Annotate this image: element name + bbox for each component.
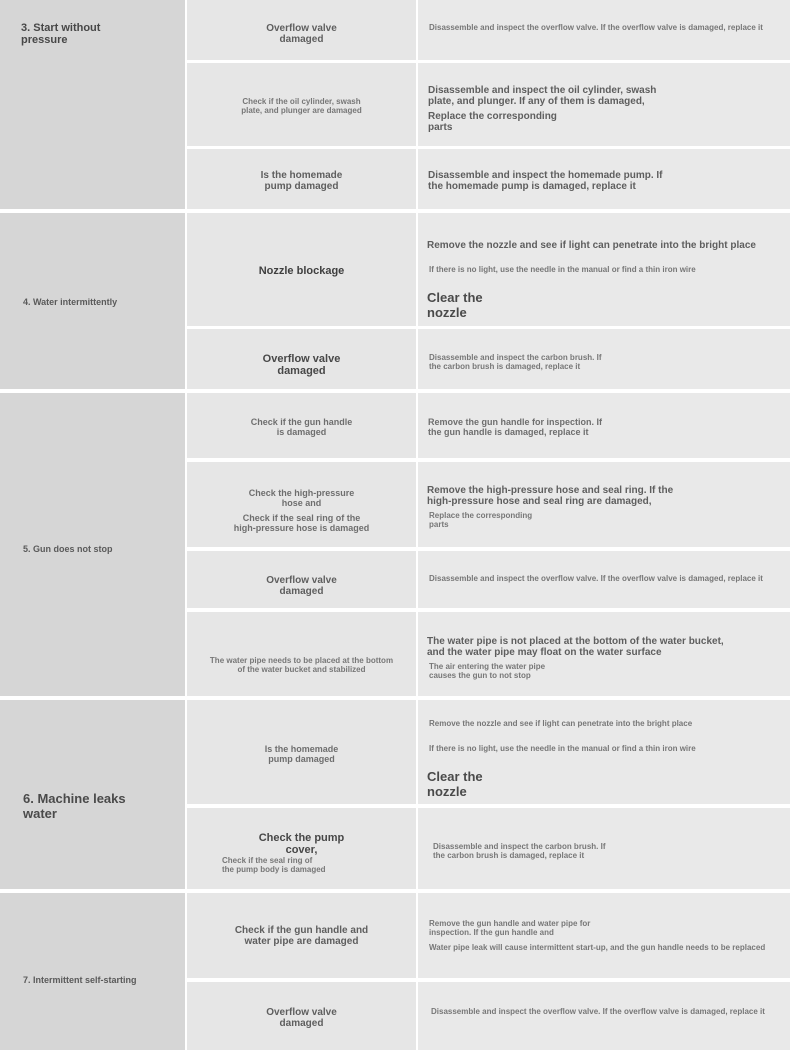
check-cell <box>187 612 416 696</box>
check-label: Check if the seal ring of the pump body is damaged <box>222 856 326 874</box>
solution-text: Disassemble and inspect the homemade pump. If the homemade pump is damaged, replace it <box>428 170 663 193</box>
solution-text: Replace the corresponding parts <box>429 511 533 529</box>
category-label: 5. Gun does not stop <box>23 544 113 554</box>
check-label: Check the high-pressure hose and <box>248 488 355 509</box>
solution-text: Disassemble and inspect the oil cylinder, swash plate, and plunger. If any of them is damaged, <box>428 85 657 108</box>
check-label: Overflow valve damaged <box>266 23 337 46</box>
solution-cell <box>418 551 790 608</box>
check-label: Nozzle blockage <box>258 265 345 277</box>
solution-text: Clear the nozzle <box>427 769 483 799</box>
solution-cell <box>418 612 790 696</box>
solution-text: Disassemble and inspect the overflow valve. If the overflow valve is damaged, replace it <box>429 574 763 583</box>
solution-text: Remove the high-pressure hose and seal ring. If the high-pressure hose and seal ring are damaged, <box>427 485 674 508</box>
category-cell <box>0 893 185 1050</box>
solution-text: Water pipe leak will cause intermittent start-up, and the gun handle needs to be replaced <box>429 943 766 952</box>
solution-text: Remove the nozzle and see if light can penetrate into the bright place <box>429 719 693 728</box>
check-cell <box>187 329 416 389</box>
check-label: The water pipe needs to be placed at the bottom of the water bucket and stabilized <box>209 656 394 674</box>
check-cell <box>187 63 416 146</box>
solution-text: If there is no light, use the needle in the manual or find a thin iron wire <box>429 265 696 274</box>
category-label: 6. Machine leaks water <box>23 791 126 821</box>
solution-text: Disassemble and inspect the overflow valve. If the overflow valve is damaged, replace it <box>431 1007 765 1016</box>
check-label: Overflow valve damaged <box>266 575 337 598</box>
solution-text: The air entering the water pipe causes the gun to not stop <box>429 662 546 680</box>
check-label: Check if the gun handle is damaged <box>250 417 353 438</box>
check-cell <box>187 700 416 804</box>
category-label: 3. Start without pressure <box>21 22 101 47</box>
solution-cell <box>418 893 790 978</box>
check-cell <box>187 393 416 458</box>
check-cell <box>187 213 416 326</box>
check-label: Check if the gun handle and water pipe are damaged <box>234 925 369 948</box>
check-cell <box>187 462 416 547</box>
solution-text: Remove the gun handle for inspection. If the gun handle is damaged, replace it <box>428 417 603 438</box>
solution-cell <box>418 982 790 1050</box>
solution-cell <box>418 149 790 209</box>
check-label: Overflow valve damaged <box>266 1007 337 1030</box>
solution-text: Replace the corresponding parts <box>428 111 557 134</box>
check-label: Overflow valve damaged <box>262 353 341 378</box>
check-cell <box>187 149 416 209</box>
check-cell <box>187 808 416 889</box>
solution-cell <box>418 393 790 458</box>
check-label: Check if the oil cylinder, swash plate, and plunger are damaged <box>241 97 362 115</box>
solution-text: Disassemble and inspect the carbon brush. If the carbon brush is damaged, replace it <box>433 842 606 860</box>
solution-text: If there is no light, use the needle in the manual or find a thin iron wire <box>429 744 696 753</box>
check-label: Check the pump cover, <box>258 832 345 857</box>
category-cell <box>0 0 185 209</box>
check-label: Check if the seal ring of the high-pressure hose is damaged <box>233 513 370 534</box>
check-cell <box>187 893 416 978</box>
solution-text: The water pipe is not placed at the bottom of the water bucket, and the water pipe may float on the water surface <box>427 636 724 659</box>
solution-cell <box>418 329 790 389</box>
solution-cell <box>418 700 790 804</box>
check-cell <box>187 551 416 608</box>
solution-cell <box>418 213 790 326</box>
category-label: 4. Water intermittently <box>23 297 118 307</box>
solution-cell <box>418 63 790 146</box>
check-cell <box>187 0 416 60</box>
solution-text: Remove the nozzle and see if light can penetrate into the bright place <box>427 240 756 251</box>
solution-text: Clear the nozzle <box>427 290 483 320</box>
solution-text: Remove the gun handle and water pipe for inspection. If the gun handle and <box>429 919 591 937</box>
solution-text: Disassemble and inspect the carbon brush. If the carbon brush is damaged, replace it <box>429 353 602 371</box>
check-label: Is the homemade pump damaged <box>264 744 339 765</box>
solution-text: Disassemble and inspect the overflow valve. If the overflow valve is damaged, replace it <box>429 23 763 32</box>
solution-cell <box>418 808 790 889</box>
category-cell <box>0 393 185 696</box>
check-label: Is the homemade pump damaged <box>260 170 343 193</box>
solution-cell <box>418 462 790 547</box>
category-cell <box>0 700 185 889</box>
category-label: 7. Intermittent self-starting <box>23 975 137 985</box>
solution-cell <box>418 0 790 60</box>
category-cell <box>0 213 185 389</box>
check-cell <box>187 982 416 1050</box>
